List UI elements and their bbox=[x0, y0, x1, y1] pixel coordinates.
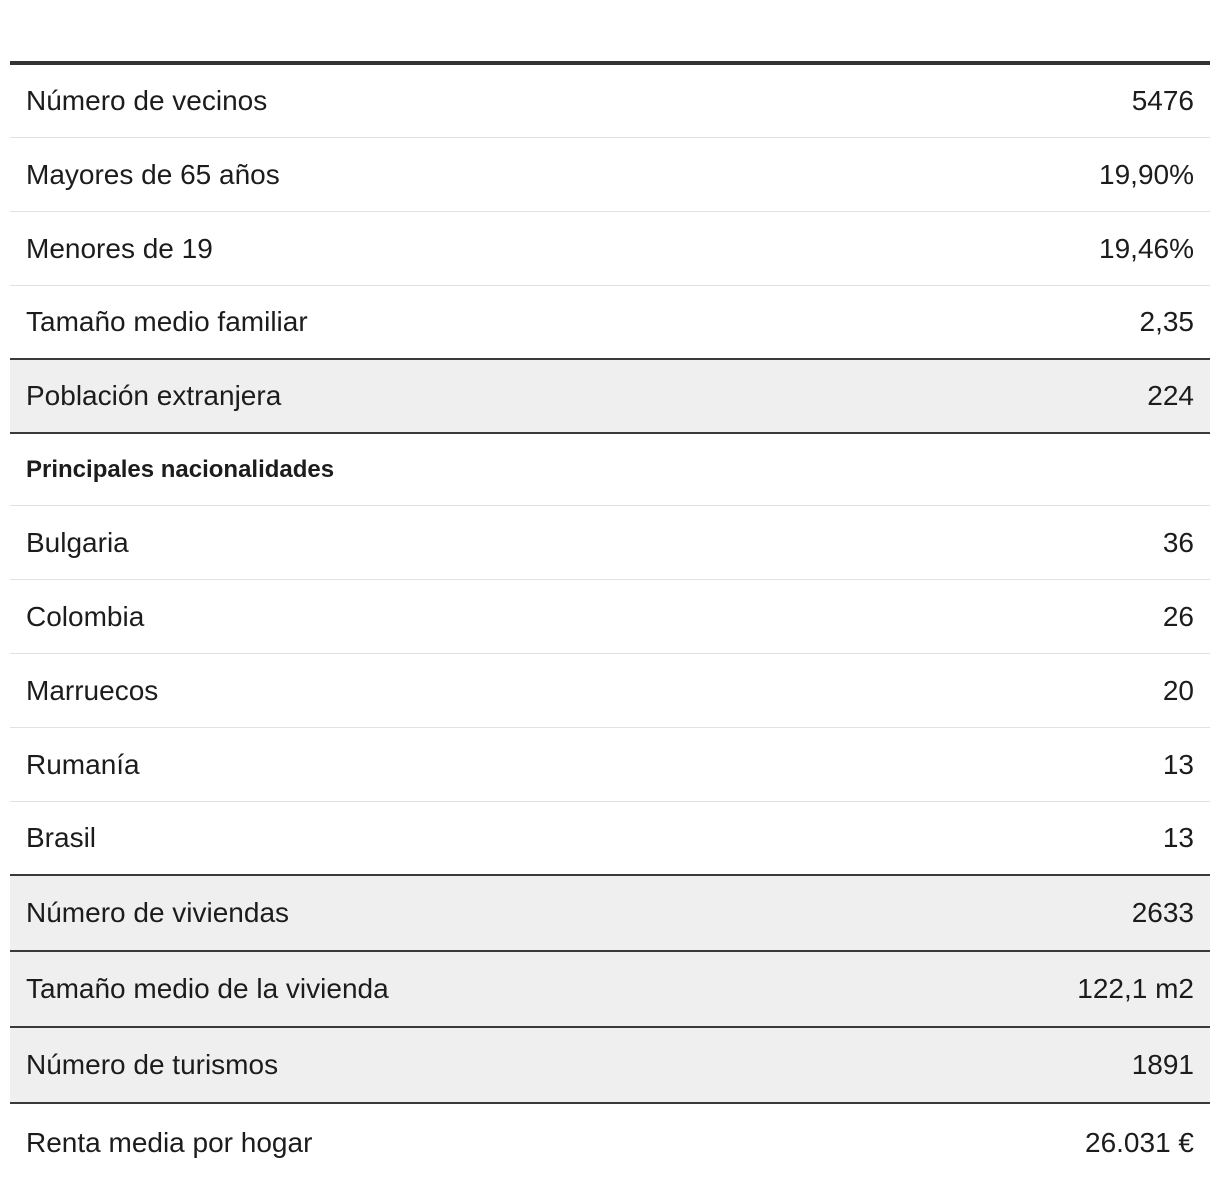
table-row-bulgaria bbox=[10, 506, 1210, 580]
row-value: 2,35 bbox=[1139, 306, 1194, 337]
row-value: 122,1 m2 bbox=[1077, 973, 1194, 1004]
table-row-poblacion-extranjera bbox=[10, 360, 1210, 434]
row-label: Menores de 19 bbox=[26, 232, 213, 264]
row-value: 20 bbox=[1162, 674, 1194, 706]
row-label: Número de viviendas bbox=[26, 897, 290, 928]
row-value: 2633 bbox=[1131, 897, 1194, 928]
stats-table bbox=[10, 61, 1210, 1182]
row-value: 19,46% bbox=[1099, 232, 1194, 264]
table-row-tamano-familiar bbox=[10, 286, 1210, 360]
row-label: Población extranjera bbox=[26, 380, 282, 411]
row-label: Brasil bbox=[26, 822, 97, 853]
table-row-menores-19 bbox=[10, 212, 1210, 286]
section-title: Principales nacionalidades bbox=[26, 455, 335, 483]
section-heading-nacionalidades bbox=[10, 434, 1210, 506]
table-row-tamano-vivienda bbox=[10, 952, 1210, 1028]
table-row-turismos bbox=[10, 1028, 1210, 1104]
row-value: 36 bbox=[1162, 526, 1194, 558]
table-row-vecinos bbox=[10, 65, 1210, 138]
row-value: 224 bbox=[1147, 380, 1194, 411]
table-row-marruecos bbox=[10, 654, 1210, 728]
table-row-viviendas bbox=[10, 876, 1210, 952]
row-label: Marruecos bbox=[26, 674, 159, 706]
row-value: 1891 bbox=[1131, 1049, 1194, 1080]
row-label: Tamaño medio de la vivienda bbox=[26, 973, 389, 1004]
row-value: 26 bbox=[1162, 600, 1194, 632]
table-row-renta bbox=[10, 1104, 1210, 1182]
row-label: Número de turismos bbox=[26, 1049, 279, 1080]
row-label: Mayores de 65 años bbox=[26, 158, 280, 190]
table-row-mayores-65 bbox=[10, 138, 1210, 212]
row-label: Renta media por hogar bbox=[26, 1127, 313, 1158]
row-label: Tamaño medio familiar bbox=[26, 306, 308, 337]
row-label: Bulgaria bbox=[26, 526, 129, 558]
table-row-rumania bbox=[10, 728, 1210, 802]
row-label: Número de vecinos bbox=[26, 85, 268, 116]
row-value: 26.031 € bbox=[1085, 1127, 1194, 1158]
row-label: Colombia bbox=[26, 600, 145, 632]
row-value: 13 bbox=[1162, 822, 1194, 853]
row-value: 13 bbox=[1162, 748, 1194, 780]
row-value: 19,90% bbox=[1099, 158, 1194, 190]
row-label: Rumanía bbox=[26, 748, 140, 780]
row-value: 5476 bbox=[1131, 85, 1194, 116]
table-row-brasil bbox=[10, 802, 1210, 876]
table-row-colombia bbox=[10, 580, 1210, 654]
